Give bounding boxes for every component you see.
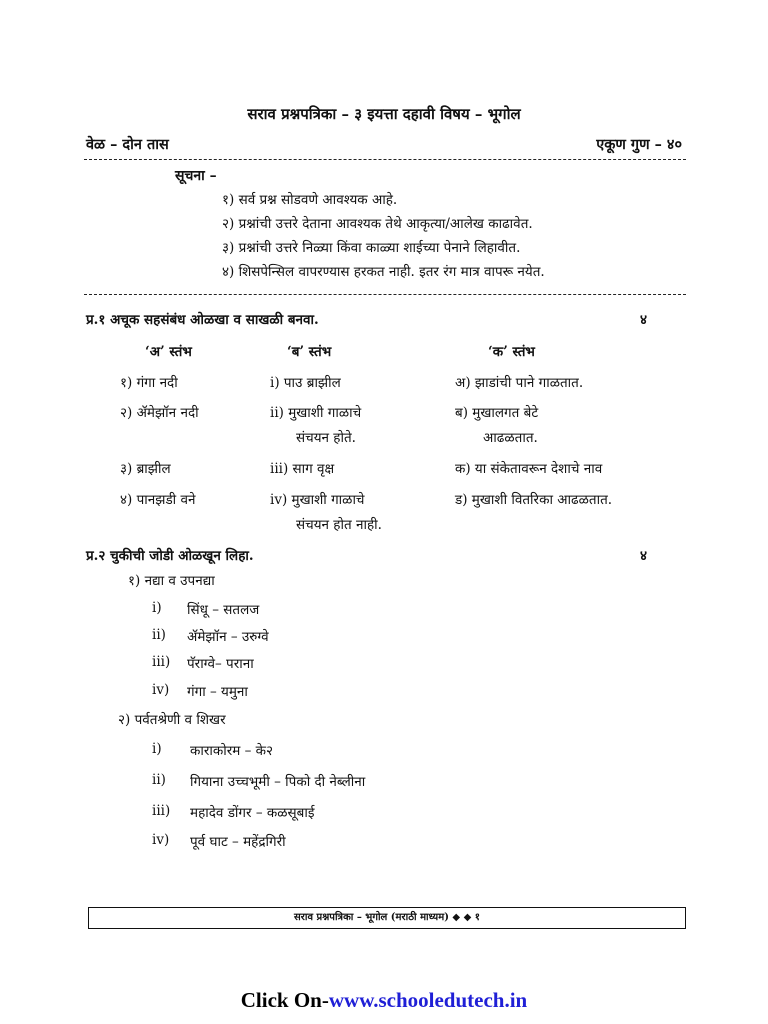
paper-title: सराव प्रश्नपत्रिका – ३ इयत्ता दहावी विषय – भूगोल <box>247 105 521 123</box>
instruction-item: ४) शिसपेन्सिल वापरण्यास हरकत नाही. इतर रंग मात्र वापरू नयेत. <box>222 264 545 280</box>
column-b-header: ‘ब’ स्तंभ <box>287 344 332 360</box>
q1-title: प्र.१ अचूक सहसंबंध ओळखा व साखळी बनवा. <box>86 312 319 328</box>
promo-banner <box>0 988 768 1013</box>
column-a-item: ४) पानझडी वने <box>120 492 196 508</box>
q2-item-text: सिंधू – सतलज <box>187 602 260 618</box>
column-c-item: क) या संकेतावरून देशाचे नाव <box>455 461 603 477</box>
instruction-item: ३) प्रश्नांची उत्तरे निळ्या किंवा काळ्या शाईच्या पेनाने लिहावीत. <box>222 240 521 256</box>
promo-link[interactable]: www.schooledutech.in <box>328 988 528 1012</box>
time-label: वेळ – दोन तास <box>86 136 169 153</box>
column-a-item: १) गंगा नदी <box>120 375 178 391</box>
divider-top <box>84 159 686 160</box>
column-c-header: ‘क’ स्तंभ <box>488 344 535 360</box>
column-b-item: iv) मुखाशी गाळाचे <box>270 492 365 508</box>
column-b-item: ii) मुखाशी गाळाचे <box>270 405 362 421</box>
column-c-item: ब) मुखालगत बेटे <box>455 405 539 421</box>
q2-item-number: iii) <box>152 654 171 670</box>
column-b-item: i) पाउ ब्राझील <box>270 375 341 391</box>
page-footer <box>88 907 686 929</box>
q2-item-text: काराकोरम – के२ <box>190 743 274 759</box>
instructions-heading: सूचना – <box>175 168 217 184</box>
q2-item-text: ॲमेझॉन – उरुग्वे <box>187 629 269 645</box>
column-b-item-cont: संचयन होत नाही. <box>296 517 382 533</box>
promo-separator: - <box>321 988 329 1012</box>
q2-item-number: i) <box>152 600 162 616</box>
column-c-item: ड) मुखाशी वितरिका आढळतात. <box>455 492 613 508</box>
q2-group-label: २) पर्वतश्रेणी व शिखर <box>118 712 226 728</box>
q2-item-number: ii) <box>152 772 166 788</box>
q2-item-number: i) <box>152 741 162 757</box>
q2-item-text: पूर्व घाट – महेंद्रगिरी <box>190 834 286 850</box>
q2-title: प्र.२ चुकीची जोडी ओळखून लिहा. <box>86 548 254 564</box>
q2-item-text: महादेव डोंगर – कळसूबाई <box>190 805 315 821</box>
q2-item-number: ii) <box>152 627 166 643</box>
q2-item-text: गियाना उच्चभूमी – पिको दी नेब्लीना <box>190 774 366 790</box>
footer-text: सराव प्रश्नपत्रिका – भूगोल (मराठी माध्यम) ◆ ◆ १ <box>294 912 480 923</box>
column-b-item-cont: संचयन होते. <box>296 430 356 446</box>
q2-item-text: गंगा – यमुना <box>187 684 248 700</box>
column-c-item: अ) झाडांची पाने गाळतात. <box>455 375 584 391</box>
instruction-item: १) सर्व प्रश्न सोडवणे आवश्यक आहे. <box>222 192 398 208</box>
q2-item-number: iv) <box>152 832 170 848</box>
column-a-item: ३) ब्राझील <box>120 461 171 477</box>
column-b-item: iii) साग वृक्ष <box>270 461 335 477</box>
promo-label: Click On <box>240 988 322 1012</box>
column-a-header: ‘अ’ स्तंभ <box>145 344 192 360</box>
q2-item-number: iii) <box>152 803 171 819</box>
q2-group-label: १) नद्या व उपनद्या <box>128 573 215 589</box>
divider-instructions <box>84 294 686 295</box>
q2-item-text: पॅराग्वे– पराना <box>187 656 254 672</box>
q1-marks: ४ <box>640 312 648 328</box>
instruction-item: २) प्रश्नांची उत्तरे देताना आवश्यक तेथे आकृत्या/आलेख काढावेत. <box>222 216 533 232</box>
total-marks-label: एकूण गुण – ४० <box>596 136 682 153</box>
column-c-item-cont: आढळतात. <box>483 430 538 446</box>
column-a-item: २) ॲमेझॉन नदी <box>120 405 199 421</box>
q2-item-number: iv) <box>152 682 170 698</box>
q2-marks: ४ <box>640 548 648 564</box>
